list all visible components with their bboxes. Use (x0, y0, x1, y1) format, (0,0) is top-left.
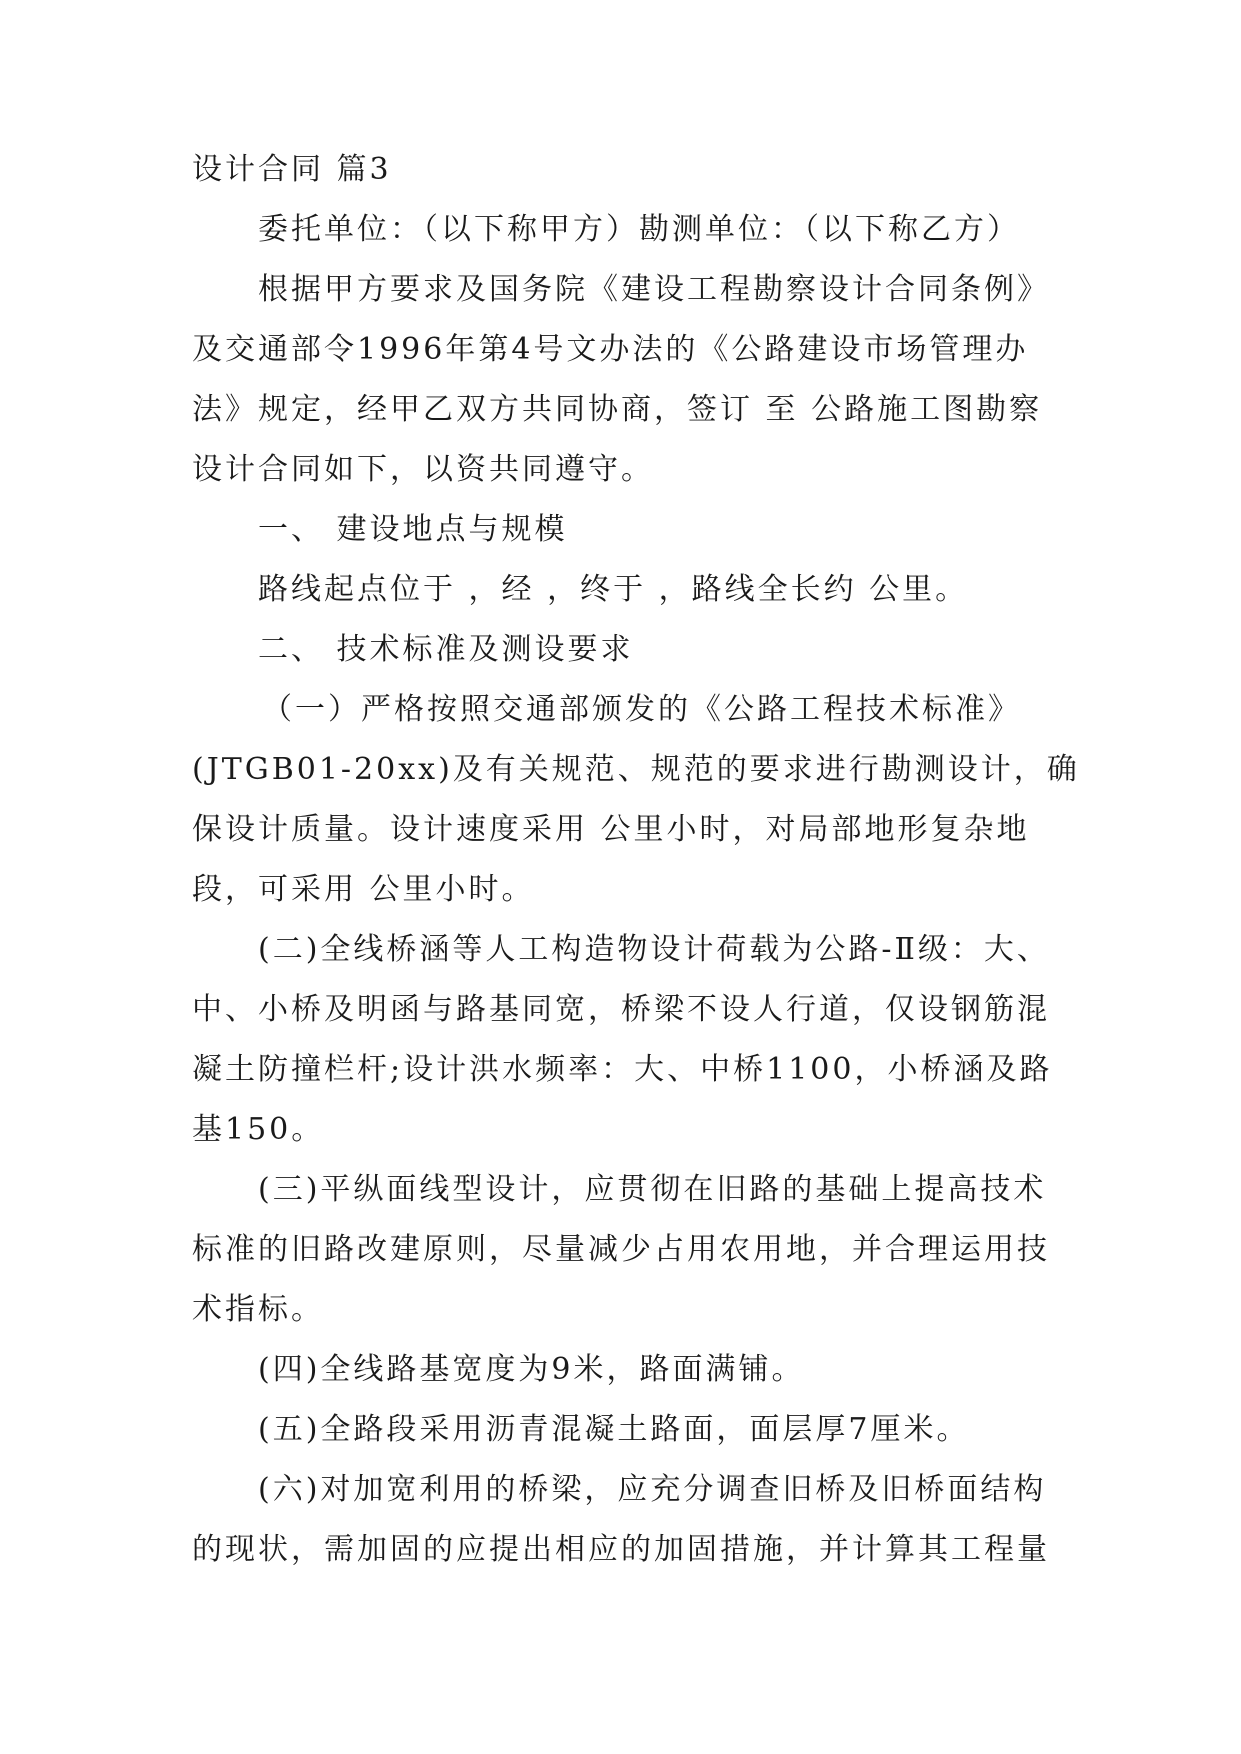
text-line: 凝土防撞栏杆;设计洪水频率：大、中桥1100，小桥涵及路 (192, 1052, 1053, 1087)
text-line: 基150。 (192, 1112, 325, 1147)
text-line: 保设计质量。设计速度采用 公里小时，对局部地形复杂地 (192, 812, 1030, 847)
text-line: 段，可采用 公里小时。 (192, 872, 535, 907)
text-line: (二)全线桥涵等人工构造物设计荷载为公路-Ⅱ级：大、 (258, 932, 1050, 967)
text-line: 根据甲方要求及国务院《建设工程勘察设计合同条例》 (258, 272, 1050, 307)
text-line: (五)全路段采用沥青混凝土路面，面层厚7厘米。 (258, 1412, 970, 1447)
text-line: 法》规定，经甲乙双方共同协商，签订 至 公路施工图勘察 (192, 392, 1043, 427)
text-line: 路线起点位于 ，经 ，终于 ，路线全长约 公里。 (258, 572, 969, 607)
text-line: 标准的旧路改建原则，尽量减少占用农用地，并合理运用技 (192, 1232, 1050, 1267)
text-line: （一）严格按照交通部颁发的《公路工程技术标准》 (262, 692, 1021, 727)
text-line: 设计合同如下，以资共同遵守。 (192, 452, 654, 487)
text-line: (六)对加宽利用的桥梁，应充分调查旧桥及旧桥面结构 (258, 1472, 1047, 1507)
document-heading: 设计合同 篇3 (192, 152, 392, 187)
text-line: (三)平纵面线型设计，应贯彻在旧路的基础上提高技术 (258, 1172, 1047, 1207)
text-line: 委托单位：（以下称甲方）勘测单位：（以下称乙方） (258, 212, 1020, 247)
text-line: 中、小桥及明函与路基同宽，桥梁不设人行道，仅设钢筋混 (192, 992, 1050, 1027)
text-line: 的现状，需加固的应提出相应的加固措施，并计算其工程量 (192, 1532, 1050, 1567)
text-line: (四)全线路基宽度为9米，路面满铺。 (258, 1352, 805, 1387)
text-line: 及交通部令1996年第4号文办法的《公路建设市场管理办 (192, 332, 1029, 367)
section-heading: 二、 技术标准及测设要求 (258, 632, 634, 667)
text-line: (JTGB01-20xx)及有关规范、规范的要求进行勘测设计，确 (192, 752, 1080, 787)
text-line: 术指标。 (192, 1292, 324, 1327)
section-heading: 一、 建设地点与规模 (258, 512, 568, 547)
